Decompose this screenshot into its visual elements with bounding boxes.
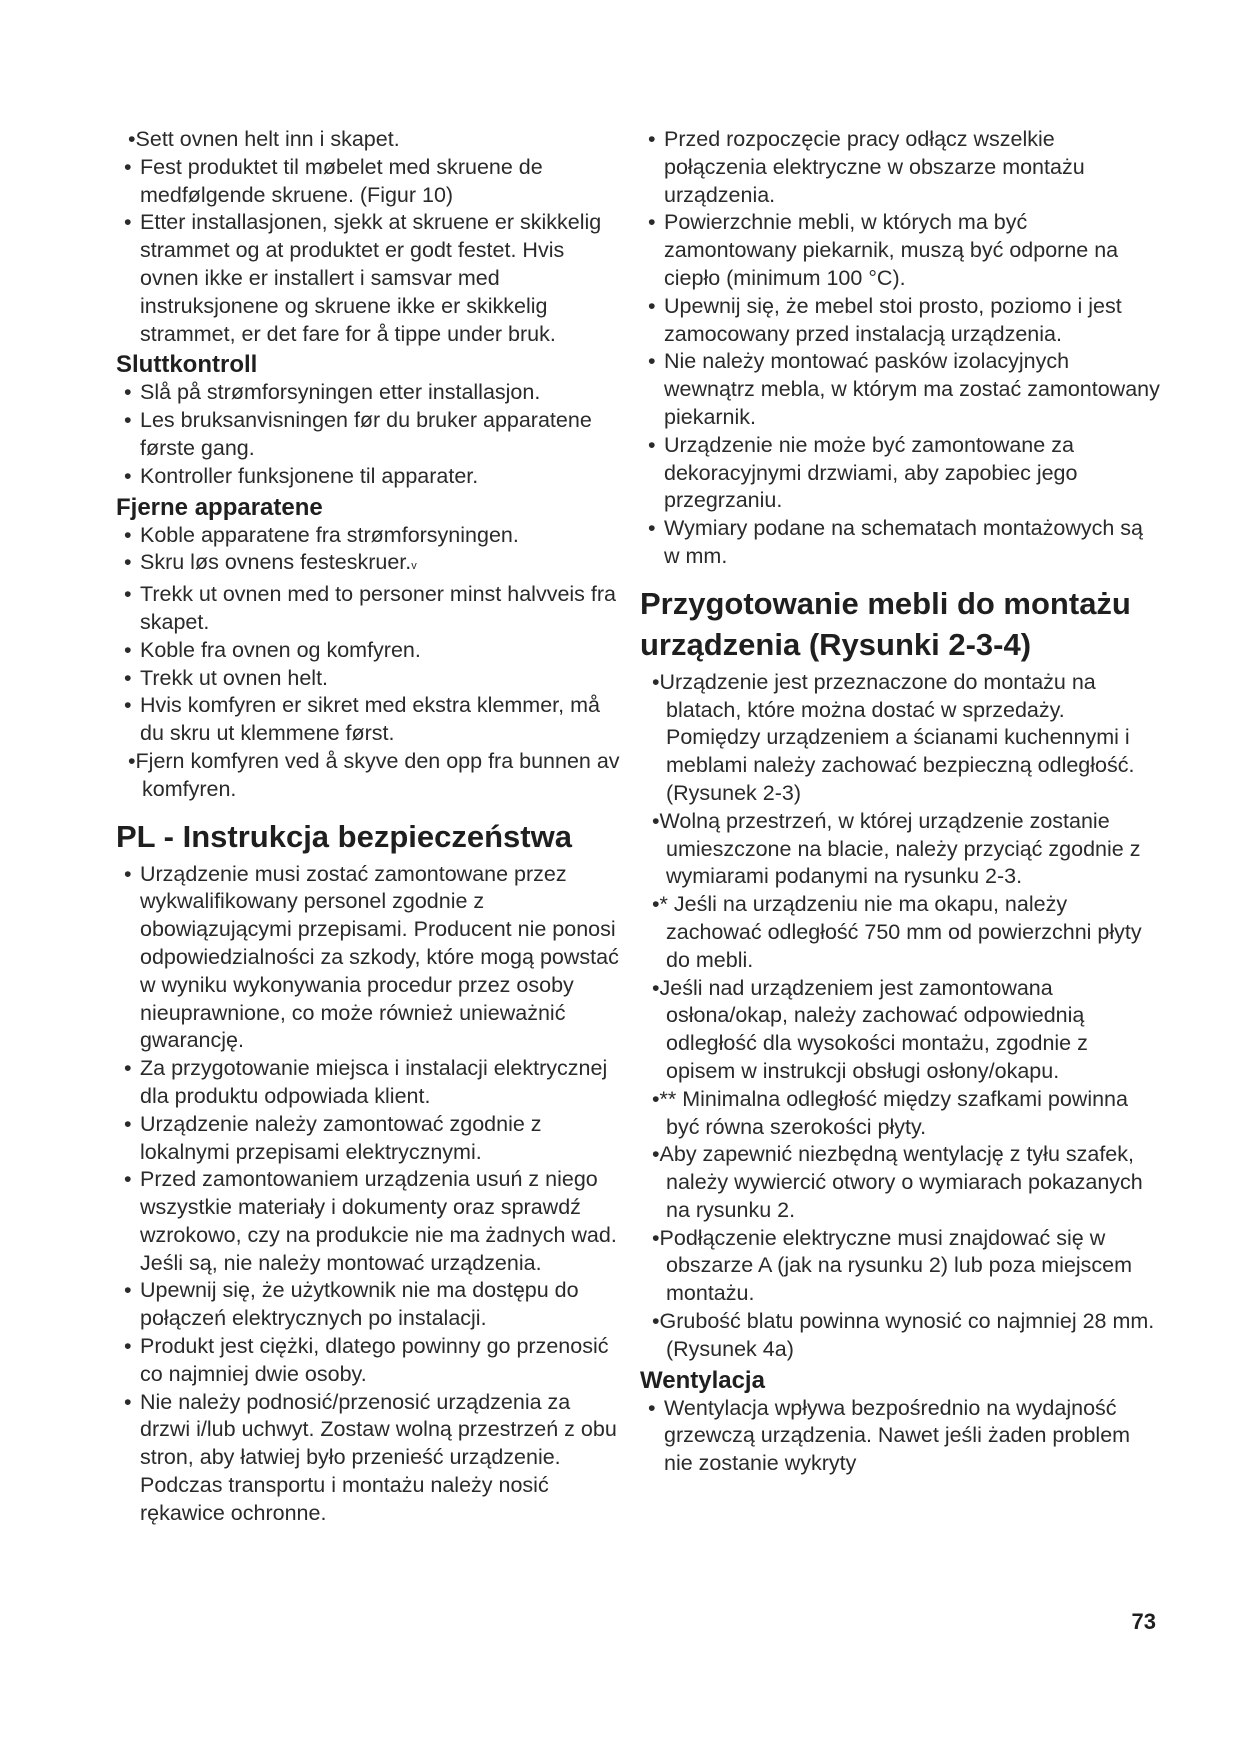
list-item	[116, 549, 626, 581]
section-heading-fjerne: Fjerne apparatene	[116, 493, 323, 521]
list-item: • Nie należy montować pasków izolacyjnych wewnątrz mebla, w którym ma zostać zamontowany piekarnik.	[640, 348, 1160, 431]
list-item: • Nie należy podnosić/przenosić urządzenia za drzwi i/lub uchwyt. Zostaw wolną przestrzeń z obu stron, aby łatwiej było przenieść urządzenie. Podczas transportu i montażu należy nosić rękawice ochronne.	[116, 1389, 626, 1528]
section-heading-sluttkontroll: Sluttkontroll	[116, 351, 258, 379]
list-item: • Aby zapewnić niezbędną wentylację z tyłu szafek, należy wywiercić otwory o wymiarach pokazanych na rysunku 2.	[640, 1141, 1160, 1224]
right-column	[640, 126, 1160, 1478]
list-item: • Urządzenie jest przeznaczone do montażu na blatach, które można dostać w sprzedaży. Pomiędzy urządzeniem a ścianami kuchennymi i meblami należy zachować bezpieczną odległość. (Rysunek 2-3)	[640, 669, 1160, 808]
section-heading-pl-instrukcja: PL - Instrukcja bezpieczeństwa	[116, 818, 572, 854]
list-item: • Wymiary podane na schematach montażowych są w mm.	[640, 515, 1160, 571]
list-item: • Przed rozpoczęcie pracy odłącz wszelkie połączenia elektryczne w obszarze montażu urządzenia.	[640, 126, 1160, 209]
list-item: • Sett ovnen helt inn i skapet.	[116, 126, 626, 154]
list-item: • Wentylacja wpływa bezpośrednio na wydajność grzewczą urządzenia. Nawet jeśli żaden problem nie zostanie wykryty	[640, 1395, 1160, 1478]
list-item: • Urządzenie nie może być zamontowane za dekoracyjnymi drzwiami, aby zapobiec jego przegrzaniu.	[640, 432, 1160, 515]
section-heading-przygotowanie: Przygotowanie mebli do montażu urządzenia (Rysunki 2-3-4)	[640, 585, 1131, 662]
list-item: • Trekk ut ovnen helt.	[116, 665, 626, 693]
list-item: • Koble fra ovnen og komfyren.	[116, 637, 626, 665]
list-item: • Powierzchnie mebli, w których ma być zamontowany piekarnik, muszą być odporne na ciepło (minimum 100 °C).	[640, 209, 1160, 292]
list-item: • Urządzenie musi zostać zamontowane przez wykwalifikowany personel zgodnie z obowiązującymi przepisami. Producent nie ponosi odpowiedzialności za szkody, które mogą powstać w wyniku wykonywania procedur przez osoby nieuprawnione, co może również unieważnić gwarancję.	[116, 861, 626, 1056]
list-item: • Za przygotowanie miejsca i instalacji elektrycznej dla produktu odpowiada klient.	[116, 1055, 626, 1111]
list-item: • Etter installasjonen, sjekk at skruene er skikkelig strammet og at produktet er godt festet. Hvis ovnen ikke er installert i samsvar med instruksjonene og skruene ikke er skikkelig strammet, er det fare for å tippe under bruk.	[116, 209, 626, 348]
left-column	[116, 126, 626, 1528]
list-item: • Fest produktet til møbelet med skruene de medfølgende skruene. (Figur 10)	[116, 154, 626, 210]
list-item: • Fjern komfyren ved å skyve den opp fra bunnen av komfyren.	[116, 748, 626, 804]
footnote-mark: v	[411, 560, 417, 573]
list-item: • Urządzenie należy zamontować zgodnie z lokalnymi przepisami elektrycznymi.	[116, 1111, 626, 1167]
page-number: 73	[1131, 1609, 1156, 1634]
list-item: • Trekk ut ovnen med to personer minst halvveis fra skapet.	[116, 581, 626, 637]
list-item: • Upewnij się, że mebel stoi prosto, poziomo i jest zamocowany przed instalacją urządzenia.	[640, 293, 1160, 349]
list-item: • Jeśli nad urządzeniem jest zamontowana osłona/okap, należy zachować odpowiednią odległość dla wysokości montażu, zgodnie z opisem w instrukcji obsługi osłony/okapu.	[640, 975, 1160, 1086]
list-item: • Podłączenie elektryczne musi znajdować się w obszarze A (jak na rysunku 2) lub poza miejscem montażu.	[640, 1225, 1160, 1308]
section-heading-wentylacja: Wentylacja	[640, 1366, 765, 1394]
list-item: • Wolną przestrzeń, w której urządzenie zostanie umieszczone na blacie, należy przyciąć zgodnie z wymiarami podanymi na rysunku 2-3.	[640, 808, 1160, 891]
list-item: • * Jeśli na urządzeniu nie ma okapu, należy zachować odległość 750 mm od powierzchni płyty do mebli.	[640, 891, 1160, 974]
list-item: • ** Minimalna odległość między szafkami powinna być równa szerokości płyty.	[640, 1086, 1160, 1142]
list-item: • Slå på strømforsyningen etter installasjon.	[116, 379, 626, 407]
list-item: • Produkt jest ciężki, dlatego powinny go przenosić co najmniej dwie osoby.	[116, 1333, 626, 1389]
list-item-text: Skru løs ovnens festeskruer.	[140, 550, 412, 575]
list-item: • Hvis komfyren er sikret med ekstra klemmer, må du skru ut klemmene først.	[116, 692, 626, 748]
list-item: • Koble apparatene fra strømforsyningen.	[116, 522, 626, 550]
list-item: • Les bruksanvisningen før du bruker apparatene første gang.	[116, 407, 626, 463]
list-item: • Grubość blatu powinna wynosić co najmniej 28 mm. (Rysunek 4a)	[640, 1308, 1160, 1364]
list-item: • Upewnij się, że użytkownik nie ma dostępu do połączeń elektrycznych po instalacji.	[116, 1277, 626, 1333]
list-item: • Przed zamontowaniem urządzenia usuń z niego wszystkie materiały i dokumenty oraz sprawdź wzrokowo, czy na produkcie nie ma żadnych wad. Jeśli są, nie należy montować urządzenia.	[116, 1166, 626, 1277]
list-item: • Kontroller funksjonene til apparater.	[116, 463, 626, 491]
